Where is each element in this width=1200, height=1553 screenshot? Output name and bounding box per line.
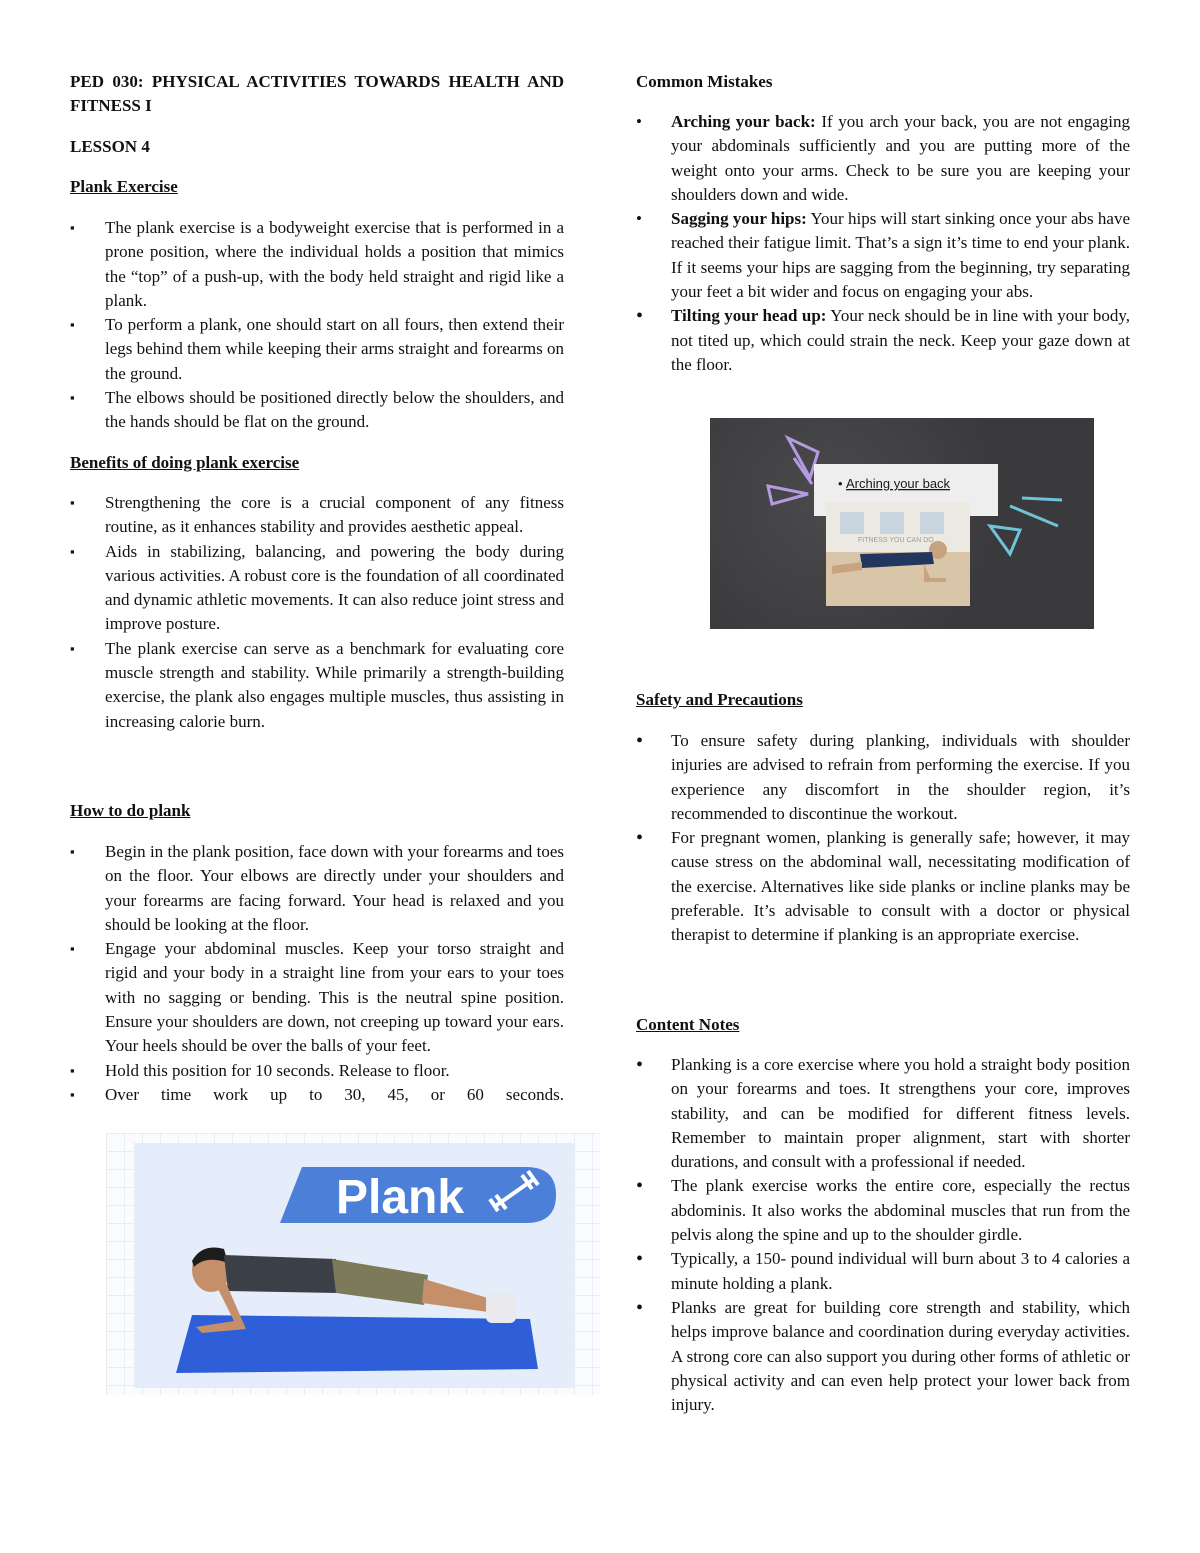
benefits-heading: Benefits of doing plank exercise — [70, 453, 300, 472]
list-item: ▪ Engage your abdominal muscles. Keep your torso straight and rigid and your body in a straight line from your ears to your toes with no sagging or bending. This is the neutral spine position. Ensure your shoulders are down, not creeping up toward your ears. Your heels should be over the balls of your feet. — [70, 939, 564, 1056]
list-item: • Tilting your head up: Your neck should be in line with your body, not tited up, which could strain the neck. Keep your gaze down at the floor. — [636, 305, 1130, 374]
list-item: ▪ Strengthening the core is a crucial component of any fitness routine, as it enhances stability and provides aesthetic appeal. — [70, 493, 564, 537]
bullet-icon: • — [636, 1248, 644, 1271]
list-item: ▪ The elbows should be positioned directly below the shoulders, and the hands should be flat on the ground. — [70, 388, 564, 432]
decorative-strokes-cyan — [990, 498, 1062, 554]
plank-photo — [106, 1133, 600, 1395]
list-item: • Planking is a core exercise where you hold a straight body position on your forearms and toes. It strengthens your core, improves stability, and can be modified for different fitness levels. Remember to maintain proper alignment, start with shorter durations, and consult with a professional if needed. — [636, 1054, 1130, 1172]
bullet-icon: • — [636, 827, 644, 850]
common-mistakes-heading: Common Mistakes — [636, 72, 773, 91]
common-mistakes-list — [636, 110, 1130, 377]
plank-exercise-list — [70, 216, 564, 435]
list-item: • Arching your back: If you arch your back, you are not engaging your abdominals sufficiently and you are putting more of the weight onto your arms. Check to be sure you are keeping your shoulders down and wide. — [636, 112, 1131, 204]
list-item: ▪ To perform a plank, one should start on all fours, then extend their legs behind them while keeping their arms straight and forearms on the ground. — [70, 315, 564, 383]
decorative-strokes-purple — [768, 438, 818, 504]
bullet-icon: ▪ — [70, 844, 75, 859]
safety-heading: Safety and Precautions — [636, 690, 803, 709]
bullet-icon: ▪ — [70, 640, 75, 656]
bullet-icon: ▪ — [70, 941, 75, 957]
bullet-icon: ▪ — [70, 220, 75, 235]
bullet-icon: • — [636, 1054, 644, 1076]
list-item: • To ensure safety during planking, individuals with shoulder injuries are advised to refrain from performing the exercise. If you experience any discomfort in the shoulder region, it’s recommended to discontinue the workout. — [636, 730, 1130, 823]
bullet-icon: ▪ — [70, 495, 75, 510]
benefits-list — [70, 491, 564, 734]
bullet-icon: ▪ — [70, 1062, 75, 1078]
bullet-icon: • — [636, 1296, 644, 1319]
list-item: • Sagging your hips: Your hips will start sinking once your abs have reached their fatigue limit. That’s a sign it’s time to end your plank. If it seems your hips are sagging from the beginning, try separating your feet a bit wider and focus on engaging your abs. — [636, 209, 1131, 302]
how-to-list — [70, 840, 564, 1107]
bullet-icon: • — [636, 1175, 644, 1198]
list-item: ▪ The plank exercise can serve as a benchmark for evaluating core muscle strength and stability. While primarily a strength-building exercise, the plank also engages multiple muscles, thus assisting in increasing calorie burn. — [70, 638, 564, 731]
bullet-icon: ▪ — [70, 543, 75, 559]
list-item: • The plank exercise works the entire core, especially the rectus abdominis. It also works the abdominal muscles that run from the pelvis along the spine and up to the shoulder girdle. — [636, 1175, 1130, 1245]
list-item: • For pregnant women, planking is generally safe; however, it may cause stress on the abdominal wall, necessitating modification of the exercise. Alternatives like side planks or incline planks may be preferable. It’s advisable to consult with a doctor or physical therapist to determine if planking is an appropriate exercise. — [636, 827, 1130, 945]
content-notes-list — [636, 1053, 1130, 1417]
bullet-icon: • — [636, 209, 642, 229]
list-item: • Planks are great for building core strength and stability, which helps improve balance and coordination during everyday activities. A strong core can also support you during other forms of athletic or physical activity and can even help protect your lower back from injury. — [636, 1296, 1130, 1415]
list-item: ▪ The plank exercise is a bodyweight exercise that is performed in a prone position, where the individual holds a position that mimics the “top” of a push-up, with the body held straight and rigid like a plank. — [70, 218, 564, 310]
bullet-icon: • — [636, 112, 642, 131]
slide-photo — [710, 418, 1094, 629]
plank-exercise-heading: Plank Exercise — [70, 177, 178, 196]
banner-title: Plank — [336, 1171, 465, 1224]
slide-illustration — [710, 418, 1094, 629]
lesson-label: LESSON 4 — [70, 137, 150, 156]
list-item: ▪ Begin in the plank position, face down with your forearms and toes on the floor. Your elbows are directly under your shoulders and your forearms are facing forward. Your head is relaxed and you should be looking at the floor. — [70, 842, 564, 934]
svg-text:•: • — [838, 476, 843, 491]
list-item: ▪ Over time work up to 30, 45, or 60 seconds. — [70, 1083, 564, 1107]
list-item: ▪ Aids in stabilizing, balancing, and powering the body during various activities. A robust core is the foundation of all coordinated and dynamic athletic movements. It can also reduce joint stress and improve posture. — [70, 541, 564, 634]
bullet-icon: ▪ — [70, 1086, 75, 1102]
list-item: ▪ Hold this position for 10 seconds. Release to floor. — [70, 1059, 564, 1083]
bullet-icon: ▪ — [70, 390, 75, 406]
plank-illustration — [106, 1133, 600, 1395]
bullet-icon: ▪ — [70, 317, 75, 333]
slide-watermark: FITNESS YOU CAN DO — [858, 537, 934, 544]
content-notes-heading: Content Notes — [636, 1015, 740, 1034]
safety-list — [636, 729, 1130, 948]
bullet-icon: • — [636, 730, 644, 752]
list-item: • Typically, a 150- pound individual will burn about 3 to 4 calories a minute holding a plank. — [636, 1248, 1130, 1293]
bullet-icon: • — [636, 305, 644, 328]
document-title: PED 030: PHYSICAL ACTIVITIES TOWARDS HEALTH AND FITNESS I — [70, 72, 564, 116]
slide-bullet-text: Arching your back — [846, 476, 951, 491]
how-to-heading: How to do plank — [70, 801, 191, 820]
